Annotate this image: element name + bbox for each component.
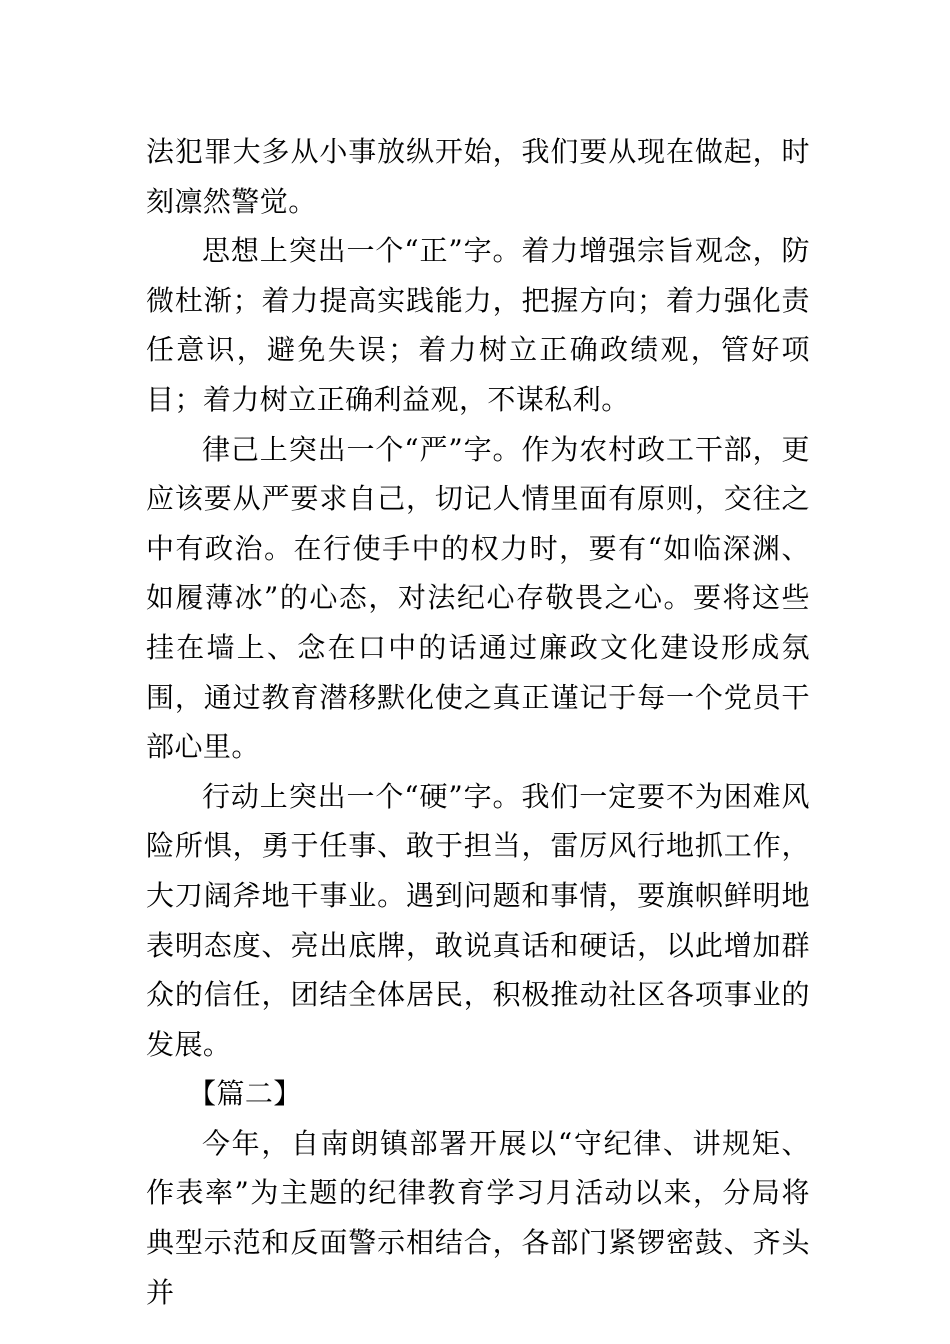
paragraph-action-ying: 行动上突出一个“硬”字。我们一定要不为困难风险所惧，勇于任事、敢于担当，雷厉风行地抓工作，大刀阔斧地干事业。遇到问题和事情，要旗帜鲜明地表明态度、亮出底牌，敢说真话和硬话，以此增加群众的信任，团结全体居民，积极推动社区各项事业的发展。 (146, 779, 811, 1061)
section-heading: 【篇二】 (188, 1077, 302, 1111)
paragraph-thought-zheng: 思想上突出一个“正”字。着力增强宗旨观念，防微杜渐；着力提高实践能力，把握方向；着力强化责任意识，避免失误；着力树立正确政绩观，管好项目；着力树立正确利益观，不谋私利。 (146, 234, 811, 416)
paragraph-discipline-yan: 律己上突出一个“严”字。作为农村政工干部，更应该要从严要求自己，切记人情里面有原则，交往之中有政治。在行使手中的权力时，要有“如临深渊、如履薄冰”的心态，对法纪心存敬畏之心。要将这些挂在墙上、念在口中的话通过廉政文化建设形成氛围，通过教育潜移默化使之真正谨记于每一个党员干部心里。 (146, 432, 811, 764)
document-body (146, 127, 810, 1317)
paragraph-section-two-intro: 今年，自南朗镇部署开展以“守纪律、讲规矩、作表率”为主题的纪律教育学习月活动以来，分局将典型示范和反面警示相结合，各部门紧锣密鼓、齐头并 (146, 1126, 810, 1309)
paragraph-continuation: 法犯罪大多从小事放纵开始，我们要从现在做起，时刻凛然警觉。 (146, 135, 810, 218)
